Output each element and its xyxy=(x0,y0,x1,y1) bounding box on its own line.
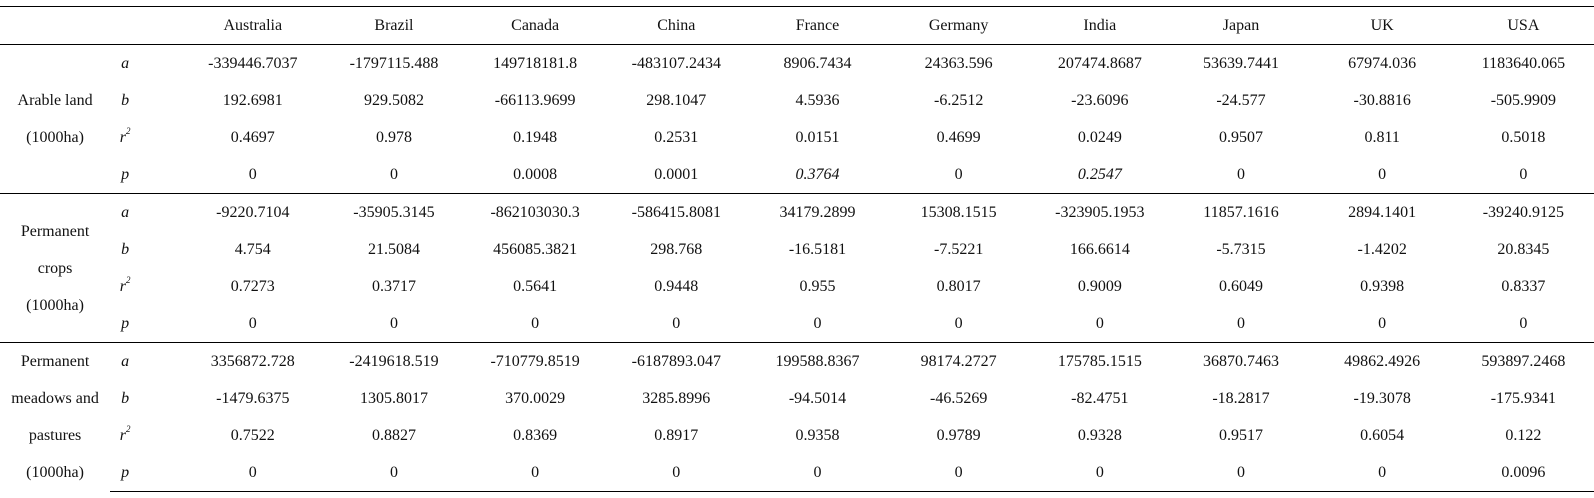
table-row xyxy=(0,343,1594,381)
table-row xyxy=(0,454,1594,492)
parameter-symbol xyxy=(110,156,182,194)
parameter-symbol xyxy=(110,231,182,268)
table-cell-value: 0.0151 xyxy=(795,129,840,146)
parameter-letter: a xyxy=(121,353,130,370)
table-cell-value: 370.0029 xyxy=(505,390,566,407)
table-section xyxy=(0,45,1594,194)
table-cell-value: 0.4699 xyxy=(936,129,981,146)
table-cell-value: -175.9341 xyxy=(1490,390,1557,407)
table-cell-value: -339446.7037 xyxy=(182,45,323,83)
parameter-symbol xyxy=(110,380,182,417)
table-cell-value: 98174.2727 xyxy=(888,343,1029,381)
table-cell-value: 8906.7434 xyxy=(747,45,888,83)
row-group-label xyxy=(0,194,110,343)
table-cell-value: 0 xyxy=(1378,315,1387,332)
table-cell-value: 0.6049 xyxy=(1218,278,1263,295)
table-cell-value: -23.6096 xyxy=(1071,92,1129,109)
table-cell-value: -35905.3145 xyxy=(323,194,464,232)
row-group-label-line: meadows and xyxy=(11,390,99,408)
column-header-country: Germany xyxy=(888,7,1029,45)
column-header-country: India xyxy=(1029,7,1170,45)
table-cell-value: -24.577 xyxy=(1216,92,1266,109)
parameter-letter: r xyxy=(119,278,127,295)
table-cell-value: 0 xyxy=(248,315,257,332)
table-row xyxy=(0,82,1594,119)
table-row xyxy=(0,45,1594,83)
table-cell-value: -483107.2434 xyxy=(606,45,747,83)
parameter-symbol xyxy=(110,343,182,381)
parameter-superscript: 2 xyxy=(126,274,131,285)
table-cell-value: 1305.8017 xyxy=(359,390,428,407)
table-row xyxy=(0,231,1594,268)
table-cell-value: 0 xyxy=(606,454,747,492)
table-cell-value: 0.8917 xyxy=(654,427,699,444)
row-group-label-line: (1000ha) xyxy=(26,464,84,482)
row-group-label-line: Permanent xyxy=(20,222,90,240)
column-header-country: Australia xyxy=(182,7,323,45)
table-cell-value: 0 xyxy=(1236,166,1245,183)
table-cell-value: 0.9398 xyxy=(1360,278,1405,295)
table-cell-value: 0.3764 xyxy=(795,166,840,183)
table-cell-value: 0.0096 xyxy=(1453,454,1594,492)
row-group-label-line: pastures xyxy=(28,427,82,445)
table-row xyxy=(0,380,1594,417)
row-group-label-line: Permanent xyxy=(20,353,90,371)
table-cell-value: 0 xyxy=(531,315,540,332)
table-cell-value: 0.0249 xyxy=(1077,129,1122,146)
table-row xyxy=(0,305,1594,343)
table-cell-value: 0 xyxy=(1378,166,1387,183)
table-cell-value: 0 xyxy=(1519,166,1528,183)
parameter-symbol xyxy=(110,305,182,343)
table-cell-value: -323905.1953 xyxy=(1029,194,1170,232)
table-cell-value: 0 xyxy=(389,166,398,183)
table-cell-value: 20.8345 xyxy=(1497,241,1550,258)
row-group-label-line: (1000ha) xyxy=(26,296,84,314)
table-cell-value: 0.122 xyxy=(1505,427,1542,444)
table-cell-value: 0 xyxy=(389,315,398,332)
table-cell-value: 0.2531 xyxy=(654,129,699,146)
table-cell-value: 0 xyxy=(747,454,888,492)
table-cell-value: -710779.8519 xyxy=(465,343,606,381)
parameter-letter: p xyxy=(121,166,130,183)
table-cell-value: 456085.3821 xyxy=(493,241,578,258)
table-cell-value: -6.2512 xyxy=(933,92,984,109)
table-cell-value: 207474.8687 xyxy=(1029,45,1170,83)
table-cell-value: -82.4751 xyxy=(1071,390,1129,407)
column-header-country: France xyxy=(747,7,888,45)
table-cell-value: 149718181.8 xyxy=(465,45,606,83)
table-cell-value: 0.8369 xyxy=(513,427,558,444)
row-group-label-line: (1000ha) xyxy=(26,129,84,146)
parameter-symbol xyxy=(110,454,182,492)
table-cell-value: 0.9328 xyxy=(1077,427,1122,444)
table-cell-value: -9220.7104 xyxy=(182,194,323,232)
table-cell-value: 0.9009 xyxy=(1077,278,1122,295)
table-cell-value: 3356872.728 xyxy=(182,343,323,381)
parameter-letter: a xyxy=(121,204,130,221)
table-cell-value: 15308.1515 xyxy=(888,194,1029,232)
table-cell-value: 0 xyxy=(954,315,963,332)
table-row xyxy=(0,268,1594,305)
table-cell-value: -18.2817 xyxy=(1212,390,1270,407)
row-group-label xyxy=(0,45,110,194)
table-cell-value: 0.5018 xyxy=(1501,129,1546,146)
table-cell-value: 0.9517 xyxy=(1218,427,1263,444)
table-cell-value: 0.6054 xyxy=(1360,427,1405,444)
table-cell-value: 0 xyxy=(1095,315,1104,332)
header-row xyxy=(0,7,1594,45)
table-cell-value: 0.5641 xyxy=(513,278,558,295)
table-cell-value: 0 xyxy=(813,315,822,332)
table-cell-value: 192.6981 xyxy=(222,92,283,109)
table-cell-value: 175785.1515 xyxy=(1029,343,1170,381)
table-cell-value: 0.7273 xyxy=(230,278,275,295)
table-cell-value: 0.7522 xyxy=(230,427,275,444)
parameter-symbol xyxy=(110,45,182,83)
table-cell-value: -586415.8081 xyxy=(606,194,747,232)
table-cell-value: -16.5181 xyxy=(788,241,847,258)
parameter-symbol xyxy=(110,82,182,119)
table-cell-value: 34179.2899 xyxy=(747,194,888,232)
column-header-country: UK xyxy=(1312,7,1453,45)
parameter-letter: b xyxy=(121,390,130,407)
table-cell-value: 0.8337 xyxy=(1501,278,1546,295)
table-cell-value: 0 xyxy=(182,454,323,492)
table-cell-value: 0.811 xyxy=(1364,129,1400,146)
table-cell-value: 1183640.065 xyxy=(1453,45,1594,83)
table-cell-value: 0 xyxy=(954,166,963,183)
table-cell-value: 298.768 xyxy=(650,241,703,258)
table-cell-value: 0.9789 xyxy=(936,427,981,444)
parameter-symbol xyxy=(110,194,182,232)
row-group-label xyxy=(0,343,110,492)
table-cell-value: 0.9358 xyxy=(795,427,840,444)
table-cell-value: 0 xyxy=(1170,454,1311,492)
table-cell-value: -39240.9125 xyxy=(1453,194,1594,232)
table-cell-value: 49862.4926 xyxy=(1312,343,1453,381)
header-blank-param xyxy=(110,7,182,45)
table-cell-value: 0.955 xyxy=(799,278,836,295)
column-header-country: China xyxy=(606,7,747,45)
column-header-country: Canada xyxy=(465,7,606,45)
table-cell-value: 0 xyxy=(248,166,257,183)
row-group-label-line: crops xyxy=(37,259,73,277)
parameter-superscript: 2 xyxy=(126,423,131,434)
table-cell-value: -19.3078 xyxy=(1353,390,1411,407)
table-cell-value: 0.9507 xyxy=(1218,129,1263,146)
table-cell-value: 0.0008 xyxy=(513,166,558,183)
table-row xyxy=(0,417,1594,454)
table-cell-value: 0.0001 xyxy=(654,166,699,183)
parameter-symbol xyxy=(110,417,182,454)
column-header-country: USA xyxy=(1453,7,1594,45)
table-cell-value: -6187893.047 xyxy=(606,343,747,381)
table-cell-value: 0 xyxy=(672,315,681,332)
table-cell-value: -1.4202 xyxy=(1357,241,1407,258)
table-cell-value: 4.754 xyxy=(234,241,271,258)
table-cell-value: 0.8017 xyxy=(936,278,981,295)
table-cell-value: 199588.8367 xyxy=(747,343,888,381)
table-cell-value: 2894.1401 xyxy=(1312,194,1453,232)
table-cell-value: -46.5269 xyxy=(929,390,988,407)
table-cell-value: -1479.6375 xyxy=(216,390,290,407)
table-cell-value: 0.1948 xyxy=(513,129,558,146)
parameter-superscript: 2 xyxy=(126,125,131,136)
parameter-letter: p xyxy=(121,315,130,332)
table-cell-value: 3285.8996 xyxy=(642,390,711,407)
parameter-letter: b xyxy=(121,92,130,109)
table-cell-value: 0.9448 xyxy=(654,278,699,295)
table-cell-value: 298.1047 xyxy=(646,92,707,109)
table-cell-value: -505.9909 xyxy=(1490,92,1557,109)
parameter-letter: b xyxy=(121,241,130,258)
table-cell-value: 0 xyxy=(1236,315,1245,332)
column-header-country: Brazil xyxy=(323,7,464,45)
table-cell-value: 0 xyxy=(888,454,1029,492)
table-section xyxy=(0,343,1594,492)
table-cell-value: 24363.596 xyxy=(888,45,1029,83)
table-cell-value: -94.5014 xyxy=(788,390,847,407)
header-blank-group xyxy=(0,7,110,45)
table-cell-value: 0 xyxy=(323,454,464,492)
table-row xyxy=(0,194,1594,232)
table-cell-value: 166.6614 xyxy=(1069,241,1130,258)
table-cell-value: 67974.036 xyxy=(1312,45,1453,83)
parameter-symbol xyxy=(110,268,182,305)
table-cell-value: -7.5221 xyxy=(933,241,984,258)
parameter-letter: r xyxy=(119,129,127,146)
table-cell-value: 4.5936 xyxy=(795,92,840,109)
table-cell-value: 53639.7441 xyxy=(1170,45,1311,83)
row-group-label-line: Arable land xyxy=(17,92,93,109)
parameter-letter: r xyxy=(119,427,127,444)
table-cell-value: 0.8827 xyxy=(371,427,416,444)
table-cell-value: 0.2547 xyxy=(1077,166,1122,183)
table-cell-value: 11857.1616 xyxy=(1170,194,1311,232)
table-row xyxy=(0,119,1594,156)
table-cell-value: -66113.9699 xyxy=(494,92,576,109)
table-cell-value: -5.7315 xyxy=(1216,241,1266,258)
table-cell-value: 0.4697 xyxy=(230,129,275,146)
table-cell-value: 0.3717 xyxy=(371,278,416,295)
parameter-letter: p xyxy=(121,464,130,481)
table-cell-value: -30.8816 xyxy=(1353,92,1411,109)
column-header-country: Japan xyxy=(1170,7,1311,45)
table-cell-value: 593897.2468 xyxy=(1453,343,1594,381)
table-cell-value: -1797115.488 xyxy=(323,45,464,83)
table-cell-value: -2419618.519 xyxy=(323,343,464,381)
table-cell-value: 0 xyxy=(1312,454,1453,492)
parameter-letter: a xyxy=(121,55,130,72)
table-row xyxy=(0,156,1594,194)
table-cell-value: 929.5082 xyxy=(363,92,424,109)
table-cell-value: 21.5084 xyxy=(367,241,420,258)
table-cell-value: -862103030.3 xyxy=(465,194,606,232)
table-cell-value: 0 xyxy=(465,454,606,492)
table-cell-value: 0.978 xyxy=(375,129,412,146)
table-cell-value: 0 xyxy=(1519,315,1528,332)
table-section xyxy=(0,194,1594,343)
parameter-symbol xyxy=(110,119,182,156)
table-cell-value: 0 xyxy=(1029,454,1170,492)
table-cell-value: 36870.7463 xyxy=(1170,343,1311,381)
regression-table xyxy=(0,6,1594,492)
